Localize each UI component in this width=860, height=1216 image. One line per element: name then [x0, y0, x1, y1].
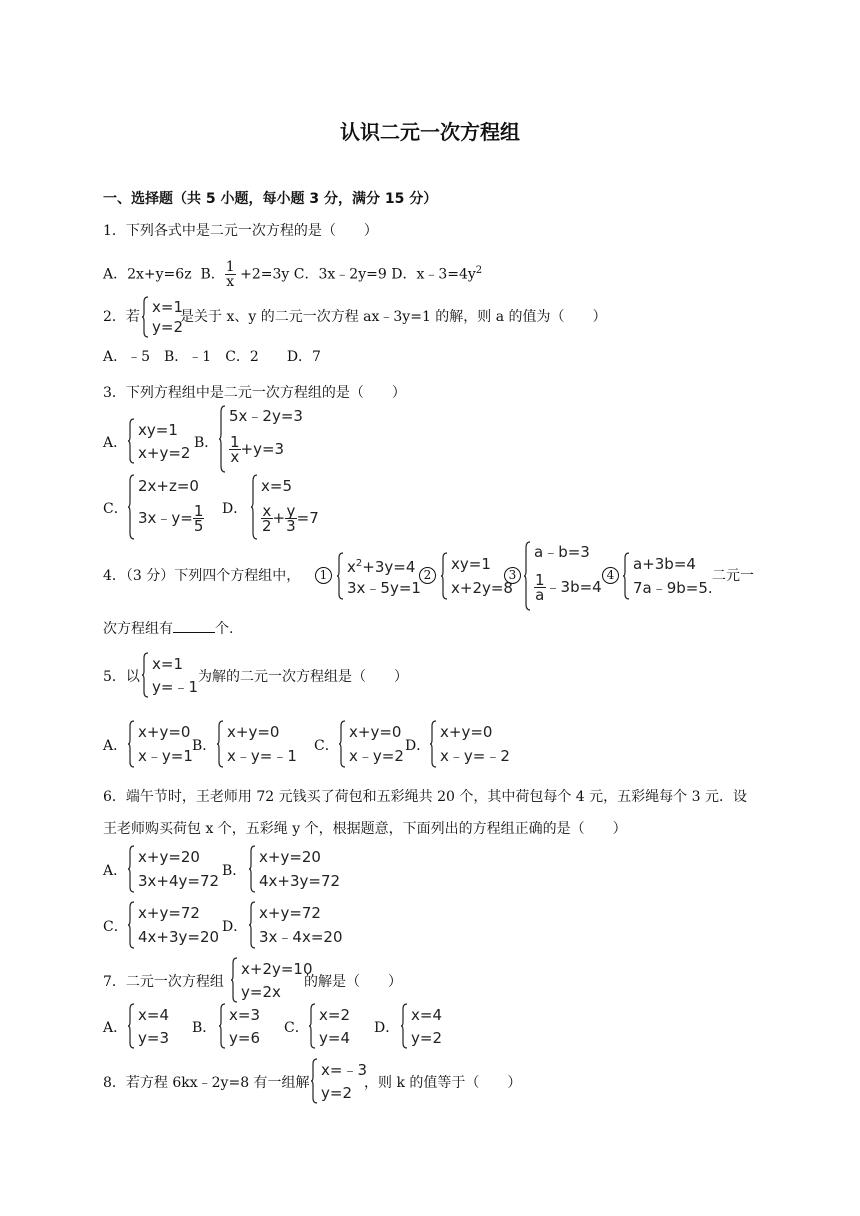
- brace-icon: [218, 1003, 226, 1049]
- q1-option-b-rest: +2=3y: [240, 266, 290, 283]
- q6-line1: 6．端午节时，王老师用 72 元钱买了荷包和五彩绳共 20 个，其中荷包每个 4 元，五彩绳每个 3 元．设: [103, 789, 747, 805]
- q6-label-b: B．: [222, 863, 247, 879]
- q7-label-d: D．: [374, 1020, 400, 1036]
- q1-option-d: D．x﹣3=4y: [391, 266, 476, 283]
- q1-option-c: C．3x﹣2y=9: [293, 266, 387, 283]
- q3-system-a: [127, 418, 191, 464]
- q2-system: [141, 296, 181, 338]
- q5-a-eq1: x+y=0: [138, 723, 191, 741]
- q3-c-eq2: 3x﹣y= $\frac{1}{5}$: [138, 502, 204, 535]
- brace-icon: [429, 720, 437, 768]
- brace-icon: [127, 845, 135, 893]
- q5-system: [141, 652, 201, 698]
- q3-b-eq1: 5x﹣2y=3: [229, 407, 303, 425]
- brace-icon: [250, 474, 258, 540]
- q3-d-eq1: x=5: [261, 477, 292, 495]
- q3-b-eq2: $\frac{1}{x}$ +y=3: [230, 433, 285, 466]
- q7-a-eq1: x=4: [138, 1006, 169, 1024]
- q6-system-b: [248, 845, 341, 893]
- q4-s2-eq2: x+2y=8: [451, 579, 513, 597]
- q1-options: [103, 260, 482, 289]
- q7-pre: 7．二元一次方程组: [103, 974, 224, 990]
- q3-label-b: B．: [194, 435, 219, 451]
- brace-icon: [141, 296, 149, 338]
- q6-b-eq2: 4x+3y=72: [259, 872, 341, 890]
- q2-post: 是关于 x、y 的二元一次方程 ax﹣3y=1 的解，则 a 的值为（ ）: [180, 309, 607, 325]
- q1-stem: 1．下列各式中是二元一次方程的是（ ）: [103, 223, 378, 239]
- q4-system-3: [523, 541, 603, 611]
- q1-exponent: 2: [475, 264, 483, 276]
- q5-pre: 5．以: [103, 669, 140, 685]
- brace-icon: [141, 652, 149, 698]
- brace-icon: [308, 1003, 316, 1049]
- q3-label-c: C．: [103, 501, 128, 517]
- q4-s1-eq2: 3x﹣5y=1: [347, 579, 421, 597]
- q4-system-4: [622, 552, 712, 600]
- q6-system-d: [248, 901, 344, 949]
- brace-icon: [523, 541, 531, 611]
- q5-c-eq1: x+y=0: [349, 723, 402, 741]
- q4-circle-1: 1: [315, 566, 332, 584]
- brace-icon: [218, 405, 226, 473]
- q4-post: 二元一: [712, 568, 754, 584]
- q7-system-b: [218, 1003, 268, 1049]
- q4-pre: 4．（3 分）下列四个方程组中，: [103, 568, 301, 584]
- q6-system-c: [127, 901, 220, 949]
- brace-icon: [440, 552, 448, 600]
- q4-system-2: [440, 552, 513, 600]
- brace-icon: [127, 418, 135, 464]
- brace-icon: [127, 1003, 135, 1049]
- brace-icon: [336, 552, 344, 600]
- section-heading: 一、选择题（共 5 小题，每小题 3 分，满分 15 分）: [103, 191, 438, 207]
- q4-s2-eq1: xy=1: [451, 555, 491, 573]
- q5-system-b: [216, 720, 306, 768]
- q7-b-eq1: x=3: [229, 1006, 260, 1024]
- q6-c-eq2: 4x+3y=20: [138, 928, 220, 946]
- q3-label-a: A．: [103, 435, 128, 451]
- q6-label-a: A．: [103, 863, 128, 879]
- q4-s1-eq1: $x^2+3y=4$: [347, 558, 416, 576]
- q3-system-c: [127, 474, 207, 540]
- q8-eq1: x=﹣3: [321, 1061, 367, 1079]
- q8-post: ，则 k 的值等于（ ）: [364, 1075, 522, 1091]
- q7-system-c: [308, 1003, 358, 1049]
- q7-label-b: B．: [192, 1020, 217, 1036]
- q7-c-eq2: y=4: [319, 1029, 350, 1047]
- q6-line2: 王老师购买荷包 x 个，五彩绳 y 个，根据题意，下面列出的方程组正确的是（ ）: [103, 821, 627, 837]
- q6-a-eq1: x+y=20: [138, 848, 200, 866]
- q1-option-a: A．2x+y=6z: [103, 266, 192, 283]
- q4-s4-eq1: a+3b=4: [633, 555, 696, 573]
- q6-d-eq1: x+y=72: [259, 904, 321, 922]
- q7-system-a: [127, 1003, 177, 1049]
- q5-system-d: [429, 720, 523, 768]
- q4-s3-eq1: a﹣b=3: [534, 543, 590, 561]
- q5-label-c: C．: [314, 738, 339, 754]
- q5-d-eq2: x﹣y=﹣2: [440, 747, 510, 765]
- q5-system-c: [338, 720, 406, 768]
- q5-post: 为解的二元一次方程组是（ ）: [198, 669, 408, 685]
- answer-blank[interactable]: [173, 620, 215, 633]
- brace-icon: [248, 845, 256, 893]
- q5-label-b: B．: [192, 738, 217, 754]
- q5-label-a: A．: [103, 738, 128, 754]
- q5-c-eq2: x﹣y=2: [349, 747, 404, 765]
- q7-system-d: [400, 1003, 450, 1049]
- q5-system-a: [127, 720, 193, 768]
- brace-icon: [216, 720, 224, 768]
- q2-pre: 2．若: [103, 309, 140, 325]
- q7-d-eq1: x=4: [411, 1006, 442, 1024]
- q5-b-eq2: x﹣y=﹣1: [227, 747, 297, 765]
- brace-icon: [310, 1058, 318, 1104]
- q3-a-eq1: xy=1: [138, 421, 178, 439]
- q3-label-d: D．: [222, 501, 248, 517]
- q5-a-eq2: x﹣y=1: [138, 747, 193, 765]
- q6-c-eq1: x+y=72: [138, 904, 200, 922]
- q6-d-eq2: 3x﹣4x=20: [259, 928, 343, 946]
- q4-system-1: [336, 552, 421, 600]
- q2-eq2: y=2: [152, 318, 183, 336]
- brace-icon: [338, 720, 346, 768]
- q7-eq2: y=2x: [241, 983, 281, 1001]
- brace-icon: [127, 720, 135, 768]
- brace-icon: [127, 901, 135, 949]
- q4-s3-eq2: $\frac{1}{a}$ ﹣3b=4: [535, 571, 602, 604]
- q5-b-eq1: x+y=0: [227, 723, 280, 741]
- q3-stem: 3．下列方程组中是二元一次方程组的是（ ）: [103, 385, 406, 401]
- q7-system: [230, 957, 313, 1003]
- brace-icon: [127, 474, 135, 540]
- q7-eq1: x+2y=10: [241, 960, 313, 978]
- q4-s4-eq2: 7a﹣9b=5.: [633, 579, 713, 597]
- q3-c-eq1: 2x+z=0: [138, 477, 199, 495]
- q7-c-eq1: x=2: [319, 1006, 350, 1024]
- q3-system-b: [218, 405, 302, 473]
- q3-d-eq2: $\frac{x}{2}$ + $\frac{y}{3}$ =7: [262, 502, 319, 535]
- q7-d-eq2: y=2: [411, 1029, 442, 1047]
- q1-fraction: $\frac{1}{x}$: [225, 259, 235, 290]
- q4-line2: 次方程组有 个.: [103, 621, 234, 637]
- q3-a-eq2: x+y=2: [138, 444, 191, 462]
- q7-post: 的解是（ ）: [304, 974, 402, 990]
- q7-b-eq2: y=6: [229, 1029, 260, 1047]
- q6-label-d: D．: [222, 919, 248, 935]
- brace-icon: [230, 957, 238, 1003]
- q2-eq1: x=1: [152, 298, 183, 316]
- q3-system-d: [250, 474, 330, 540]
- q4-circle-3: 3: [504, 566, 521, 584]
- q8-pre: 8．若方程 6kx﹣2y=8 有一组解: [103, 1075, 310, 1091]
- q5-label-d: D．: [405, 738, 431, 754]
- q5-eq2: y=﹣1: [152, 678, 198, 696]
- q7-label-a: A．: [103, 1020, 128, 1036]
- q6-label-c: C．: [103, 919, 128, 935]
- q6-system-a: [127, 845, 220, 893]
- q5-eq1: x=1: [152, 655, 183, 673]
- q7-a-eq2: y=3: [138, 1029, 169, 1047]
- q7-label-c: C．: [284, 1020, 309, 1036]
- q1-option-b: B．: [200, 266, 225, 283]
- q4-circle-2: 2: [419, 566, 436, 584]
- q2-options: A．﹣5 B．﹣1 C．2 D．7: [103, 349, 321, 365]
- brace-icon: [622, 552, 630, 600]
- q4-circle-4: 4: [602, 566, 619, 584]
- brace-icon: [248, 901, 256, 949]
- q8-eq2: y=2: [321, 1084, 352, 1102]
- brace-icon: [400, 1003, 408, 1049]
- q5-d-eq1: x+y=0: [440, 723, 493, 741]
- q6-b-eq1: x+y=20: [259, 848, 321, 866]
- q6-a-eq2: 3x+4y=72: [138, 872, 220, 890]
- page-title: 认识二元一次方程组: [340, 120, 520, 144]
